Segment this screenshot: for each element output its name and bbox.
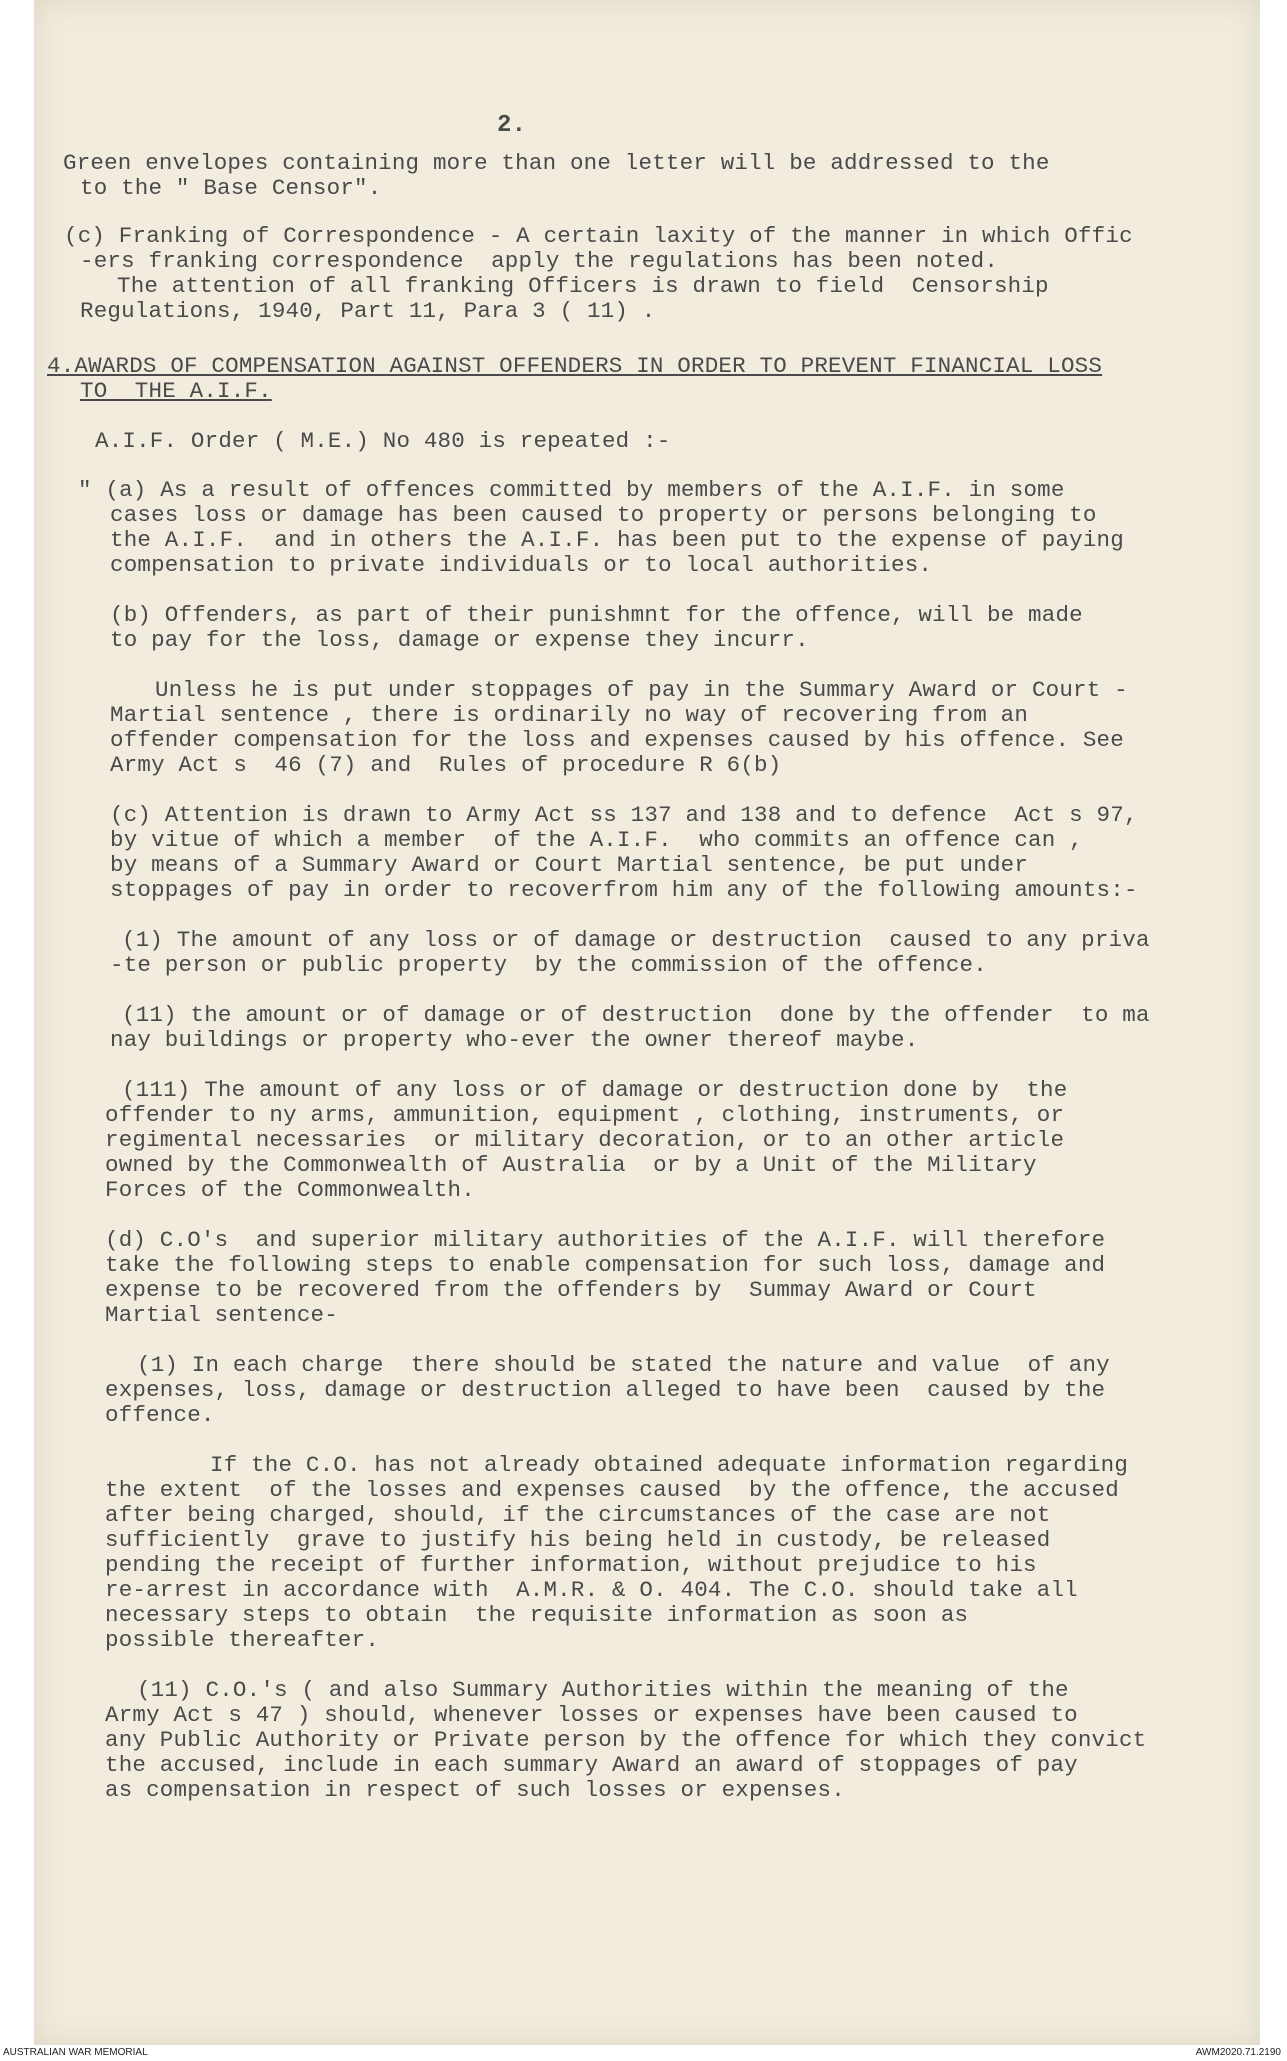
text-line: (d) C.O's and superior military authorities of the A.I.F. will therefore [105,1227,1106,1253]
text-line: (b) Offenders, as part of their punishmnt for the offence, will be made [110,602,1083,628]
text-line: to pay for the loss, damage or expense they incurr. [110,627,809,653]
text-line: any Public Authority or Private person by the offence for which they convict [105,1727,1147,1753]
text-line: pending the receipt of further information, without prejudice to his [105,1552,1037,1578]
text-line: after being charged, should, if the circumstances of the case are not [105,1502,1051,1528]
text-line: (1) In each charge there should be stated the nature and value of any [137,1352,1110,1378]
text-line: re-arrest in accordance with A.M.R. & O. 404. The C.O. should take all [105,1577,1078,1603]
document-page [34,0,1260,2045]
text-line: (c) Attention is drawn to Army Act ss 137 and 138 and to defence Act s 97, [110,802,1138,828]
text-line: the extent of the losses and expenses caused by the offence, the accused [105,1477,1119,1503]
footer-archive-name: AUSTRALIAN WAR MEMORIAL [3,2047,148,2058]
section-heading-line: 4.AWARDS OF COMPENSATION AGAINST OFFENDERS IN ORDER TO PREVENT FINANCIAL LOSS [47,353,1103,379]
text-line: by means of a Summary Award or Court Martial sentence, be put under [110,852,1029,878]
text-line: nay buildings or property who-ever the owner thereof maybe. [110,1027,919,1053]
text-line: offender to ny arms, ammunition, equipment , clothing, instruments, or [105,1102,1065,1128]
text-line: The attention of all franking Officers is drawn to field Censorship [117,273,1049,299]
text-line: (c) Franking of Correspondence - A certain laxity of the manner in which Offic [64,223,1133,249]
text-line: owned by the Commonwealth of Australia or by a Unit of the Military [105,1152,1037,1178]
text-line: (1) The amount of any loss or of damage or destruction caused to any priva [122,927,1150,953]
text-line: expense to be recovered from the offenders by Summay Award or Court [105,1277,1037,1303]
text-line: take the following steps to enable compensation for such loss, damage and [105,1252,1106,1278]
text-line: If the C.O. has not already obtained adequate information regarding [210,1452,1129,1478]
text-line: Army Act s 47 ) should, whenever losses or expenses have been caused to [105,1702,1078,1728]
text-line: -ers franking correspondence apply the regulations has been noted. [80,248,999,274]
text-line: by vitue of which a member of the A.I.F. who commits an offence can , [110,827,1083,853]
text-line: (11) the amount or of damage or of destruction done by the offender to ma [122,1002,1150,1028]
text-line: stoppages of pay in order to recoverfrom him any of the following amounts:- [110,877,1138,903]
text-line: as compensation in respect of such losses or expenses. [105,1777,845,1803]
text-line: possible thereafter. [105,1627,380,1653]
text-line: offender compensation for the loss and expenses caused by his offence. See [110,727,1124,753]
section-heading-line: TO THE A.I.F. [80,378,272,404]
text-line: Unless he is put under stoppages of pay in the Summary Award or Court - [155,677,1128,703]
text-line: offence. [105,1402,215,1428]
text-line: sufficiently grave to justify his being held in custody, be released [105,1527,1051,1553]
text-line: Regulations, 1940, Part 11, Para 3 ( 11) . [80,298,656,324]
text-line: Martial sentence- [105,1302,338,1328]
text-line: expenses, loss, damage or destruction alleged to have been caused by the [105,1377,1106,1403]
text-line: -te person or public property by the commission of the offence. [110,952,987,978]
text-line: regimental necessaries or military decoration, or to an other article [105,1127,1065,1153]
document-body [34,0,1260,1803]
text-line: Martial sentence , there is ordinarily no way of recovering from an [110,702,1029,728]
footer-accession-number: AWM2020.71.2190 [1195,2047,1281,2058]
text-line: Forces of the Commonwealth. [105,1177,475,1203]
text-line: cases loss or damage has been caused to property or persons belonging to [110,502,1097,528]
text-line: Green envelopes containing more than one letter will be addressed to the [63,150,1050,176]
text-line: Army Act s 46 (7) and Rules of procedure R 6(b) [110,752,782,778]
text-line: the A.I.F. and in others the A.I.F. has been put to the expense of paying [110,527,1124,553]
text-line: to the " Base Censor". [80,175,382,201]
page-number: 2. [497,112,527,139]
text-line: (111) The amount of any loss or of damage or destruction done by the [122,1077,1068,1103]
text-line: the accused, include in each summary Award an award of stoppages of pay [105,1752,1078,1778]
text-line: A.I.F. Order ( M.E.) No 480 is repeated :- [95,428,671,454]
text-line: compensation to private individuals or to local authorities. [110,552,933,578]
text-line: " (a) As a result of offences committed by members of the A.I.F. in some [78,477,1065,503]
text-line: necessary steps to obtain the requisite information as soon as [105,1602,969,1628]
text-line: (11) C.O.'s ( and also Summary Authorities within the meaning of the [137,1677,1069,1703]
